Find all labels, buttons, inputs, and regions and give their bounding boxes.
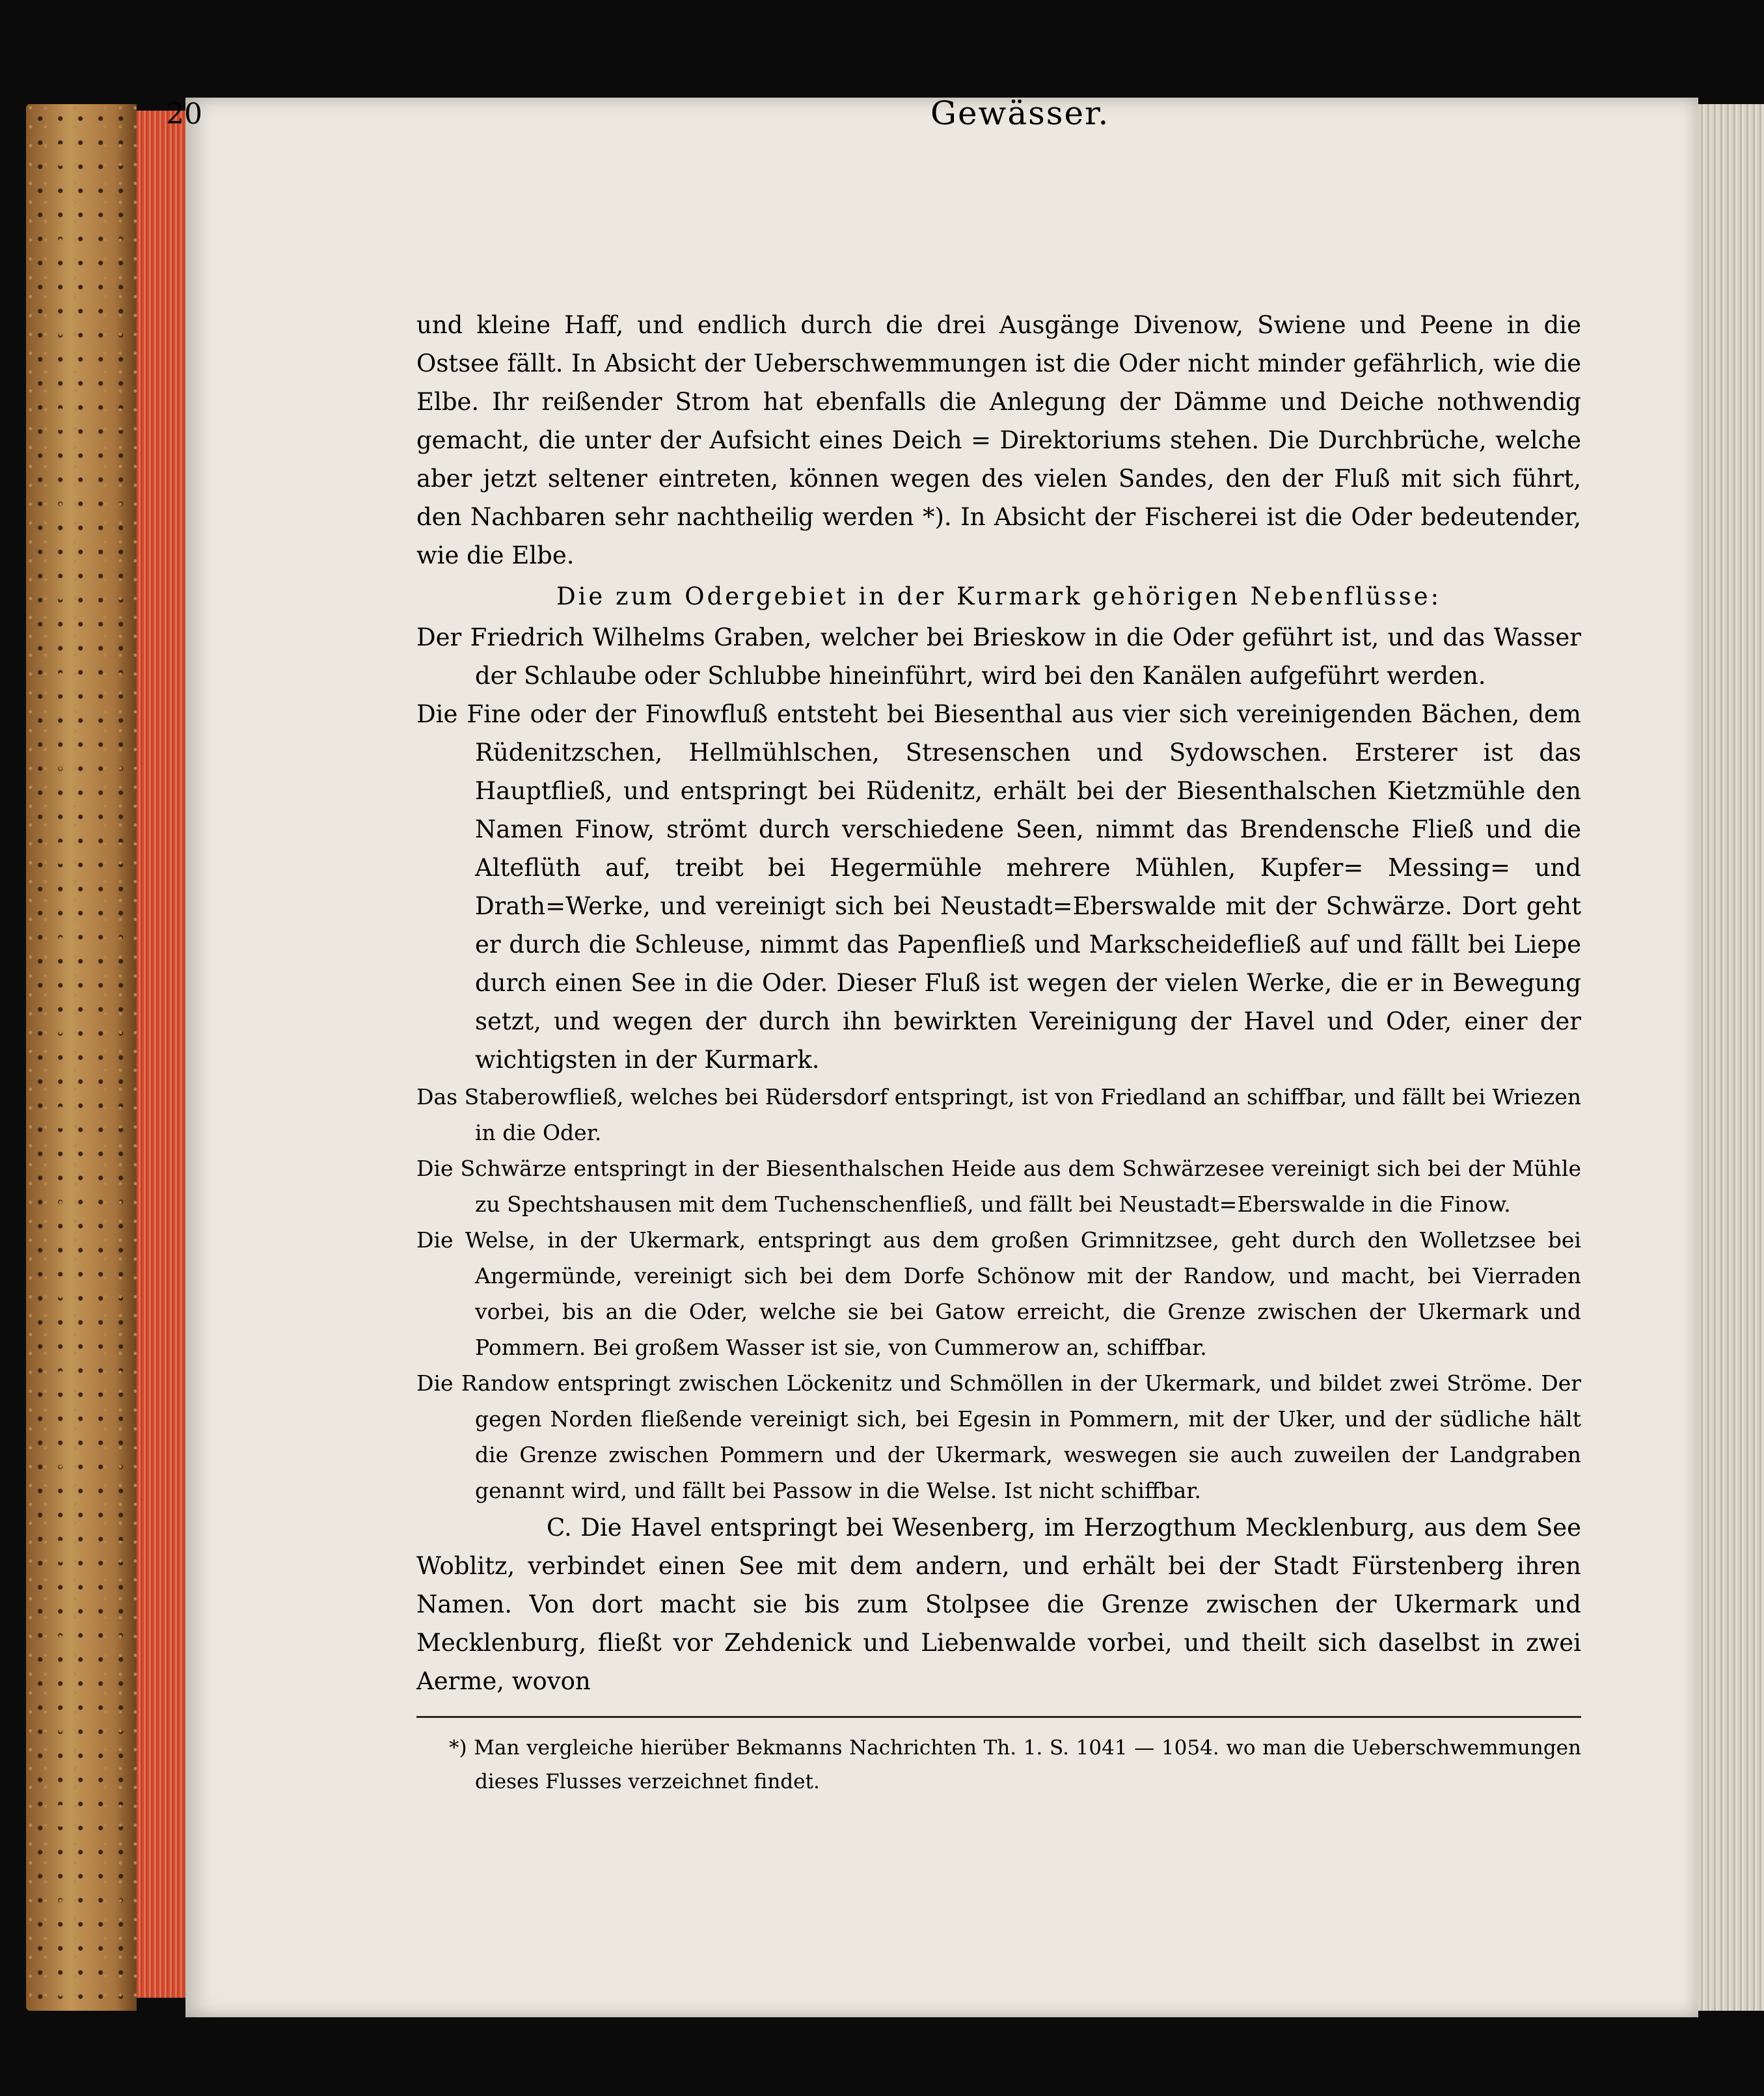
page-edges-right [1698,104,1764,2011]
entry-welse: Die Welse, in der Ukermark, entspringt aus dem großen Grimnitzsee, geht durch den Wolletzsee bei Angermünde, vereinigt sich bei dem Dorfe Schönow mit der Randow, und macht, bei Vierraden vorbei, bis an die Oder, welche sie bei Gatow erreicht, die Grenze zwischen der Ukermark und Pommern. Bei großem Wasser ist sie, von Cummerow an, schiffbar. [416,1227,1581,1360]
entry-schwaerze: Die Schwärze entspringt in der Biesenthalschen Heide aus dem Schwärzesee vereinigt sich bei der Mühle zu Spechtshausen mit dem Tuchenschenfließ, und fällt bei Neustadt=Eberswalde in die Finow. [416,1156,1581,1217]
section-heading: Die zum Odergebiet in der Kurmark gehörigen Nebenflüsse: [556,582,1442,610]
footnote-rule [416,1716,1581,1718]
footnote: *) Man vergleiche hierüber Bekmanns Nachrichten Th. 1. S. 1041 — 1054. wo man die Ueberschwemmungen dieses Flusses verzeichnet findet. [449,1736,1581,1793]
page-edges-red [137,111,189,1998]
entry-staberowfliess: Das Staberowfließ, welches bei Rüdersdorf entspringt, ist von Friedland an schiffbar, und fällt bei Wriezen in die Oder. [416,1084,1581,1145]
paragraph-havel: C. Die Havel entspringt bei Wesenberg, im Herzogthum Mecklenburg, aus dem See Woblitz, verbindet einen See mit dem andern, und erhält bei der Stadt Fürstenberg ihren Namen. Von dort macht sie bis zum Stolpsee die Grenze zwischen der Ukermark und Mecklenburg, fließt vor Zehdenick und Liebenwalde vorbei, und theilt sich daselbst in zwei Aerme, wovon [416,1514,1581,1695]
paragraph-1: und kleine Haff, und endlich durch die drei Ausgänge Divenow, Swiene und Peene in die Ostsee fällt. In Absicht der Ueberschwemmungen ist die Oder nicht minder gefährlich, wie die Elbe. Ihr reißender Strom hat ebenfalls die Anlegung der Dämme und Deiche nothwendig gemacht, die unter der Aufsicht eines Deich = Direktoriums stehen. Die Durchbrüche, welche aber jetzt seltener eintreten, können wegen des vielen Sandes, den der Fluß mit sich führt, den Nachbaren sehr nachtheilig werden *). In Absicht der Fischerei ist die Oder bedeutender, wie die Elbe. [416,311,1581,569]
entry-randow: Die Randow entspringt zwischen Löckenitz und Schmöllen in der Ukermark, und bildet zwei Ströme. Der gegen Norden fließende vereinigt sich, bei Egesin in Pommern, mit der Uker, und der südliche hält die Grenze zwischen Pommern und der Ukermark, weswegen sie auch zuweilen der Landgraben genannt wird, und fällt bei Passow in die Welse. Ist nicht schiffbar. [416,1370,1581,1503]
entry-finow: Die Fine oder der Finowfluß entsteht bei Biesenthal aus vier sich vereinigenden Bächen, dem Rüdenitzschen, Hellmühlschen, Stresenschen und Sydowschen. Ersterer ist das Hauptfließ, und entspringt bei Rüdenitz, erhält bei der Biesenthalschen Kietzmühle den Namen Finow, strömt durch verschiedene Seen, nimmt das Brendensche Fließ und die Alteflüth auf, treibt bei Hegermühle mehrere Mühlen, Kupfer= Messing= und Drath=Werke, und vereinigt sich bei Neustadt=Eberswalde mit der Schwärze. Dort geht er durch die Schleuse, nimmt das Papenfließ und Markscheidefließ auf und fällt bei Liepe durch einen See in die Oder. Dieser Fluß ist wegen der vielen Werke, die er in Bewegung setzt, und wegen der durch ihn bewirkten Vereinigung der Havel und Oder, einer der wichtigsten in der Kurmark. [416,700,1581,1074]
entry-friedrich-wilhelms-graben: Der Friedrich Wilhelms Graben, welcher bei Brieskow in die Oder geführt ist, und das Wasser der Schlaube oder Schlubbe hineinführt, wird bei den Kanälen aufgeführt werden. [416,623,1581,690]
book-spine [26,104,137,2011]
text-block [416,306,1581,1799]
running-title: Gewässer. [930,94,1110,132]
page-number: 20 [166,98,202,131]
